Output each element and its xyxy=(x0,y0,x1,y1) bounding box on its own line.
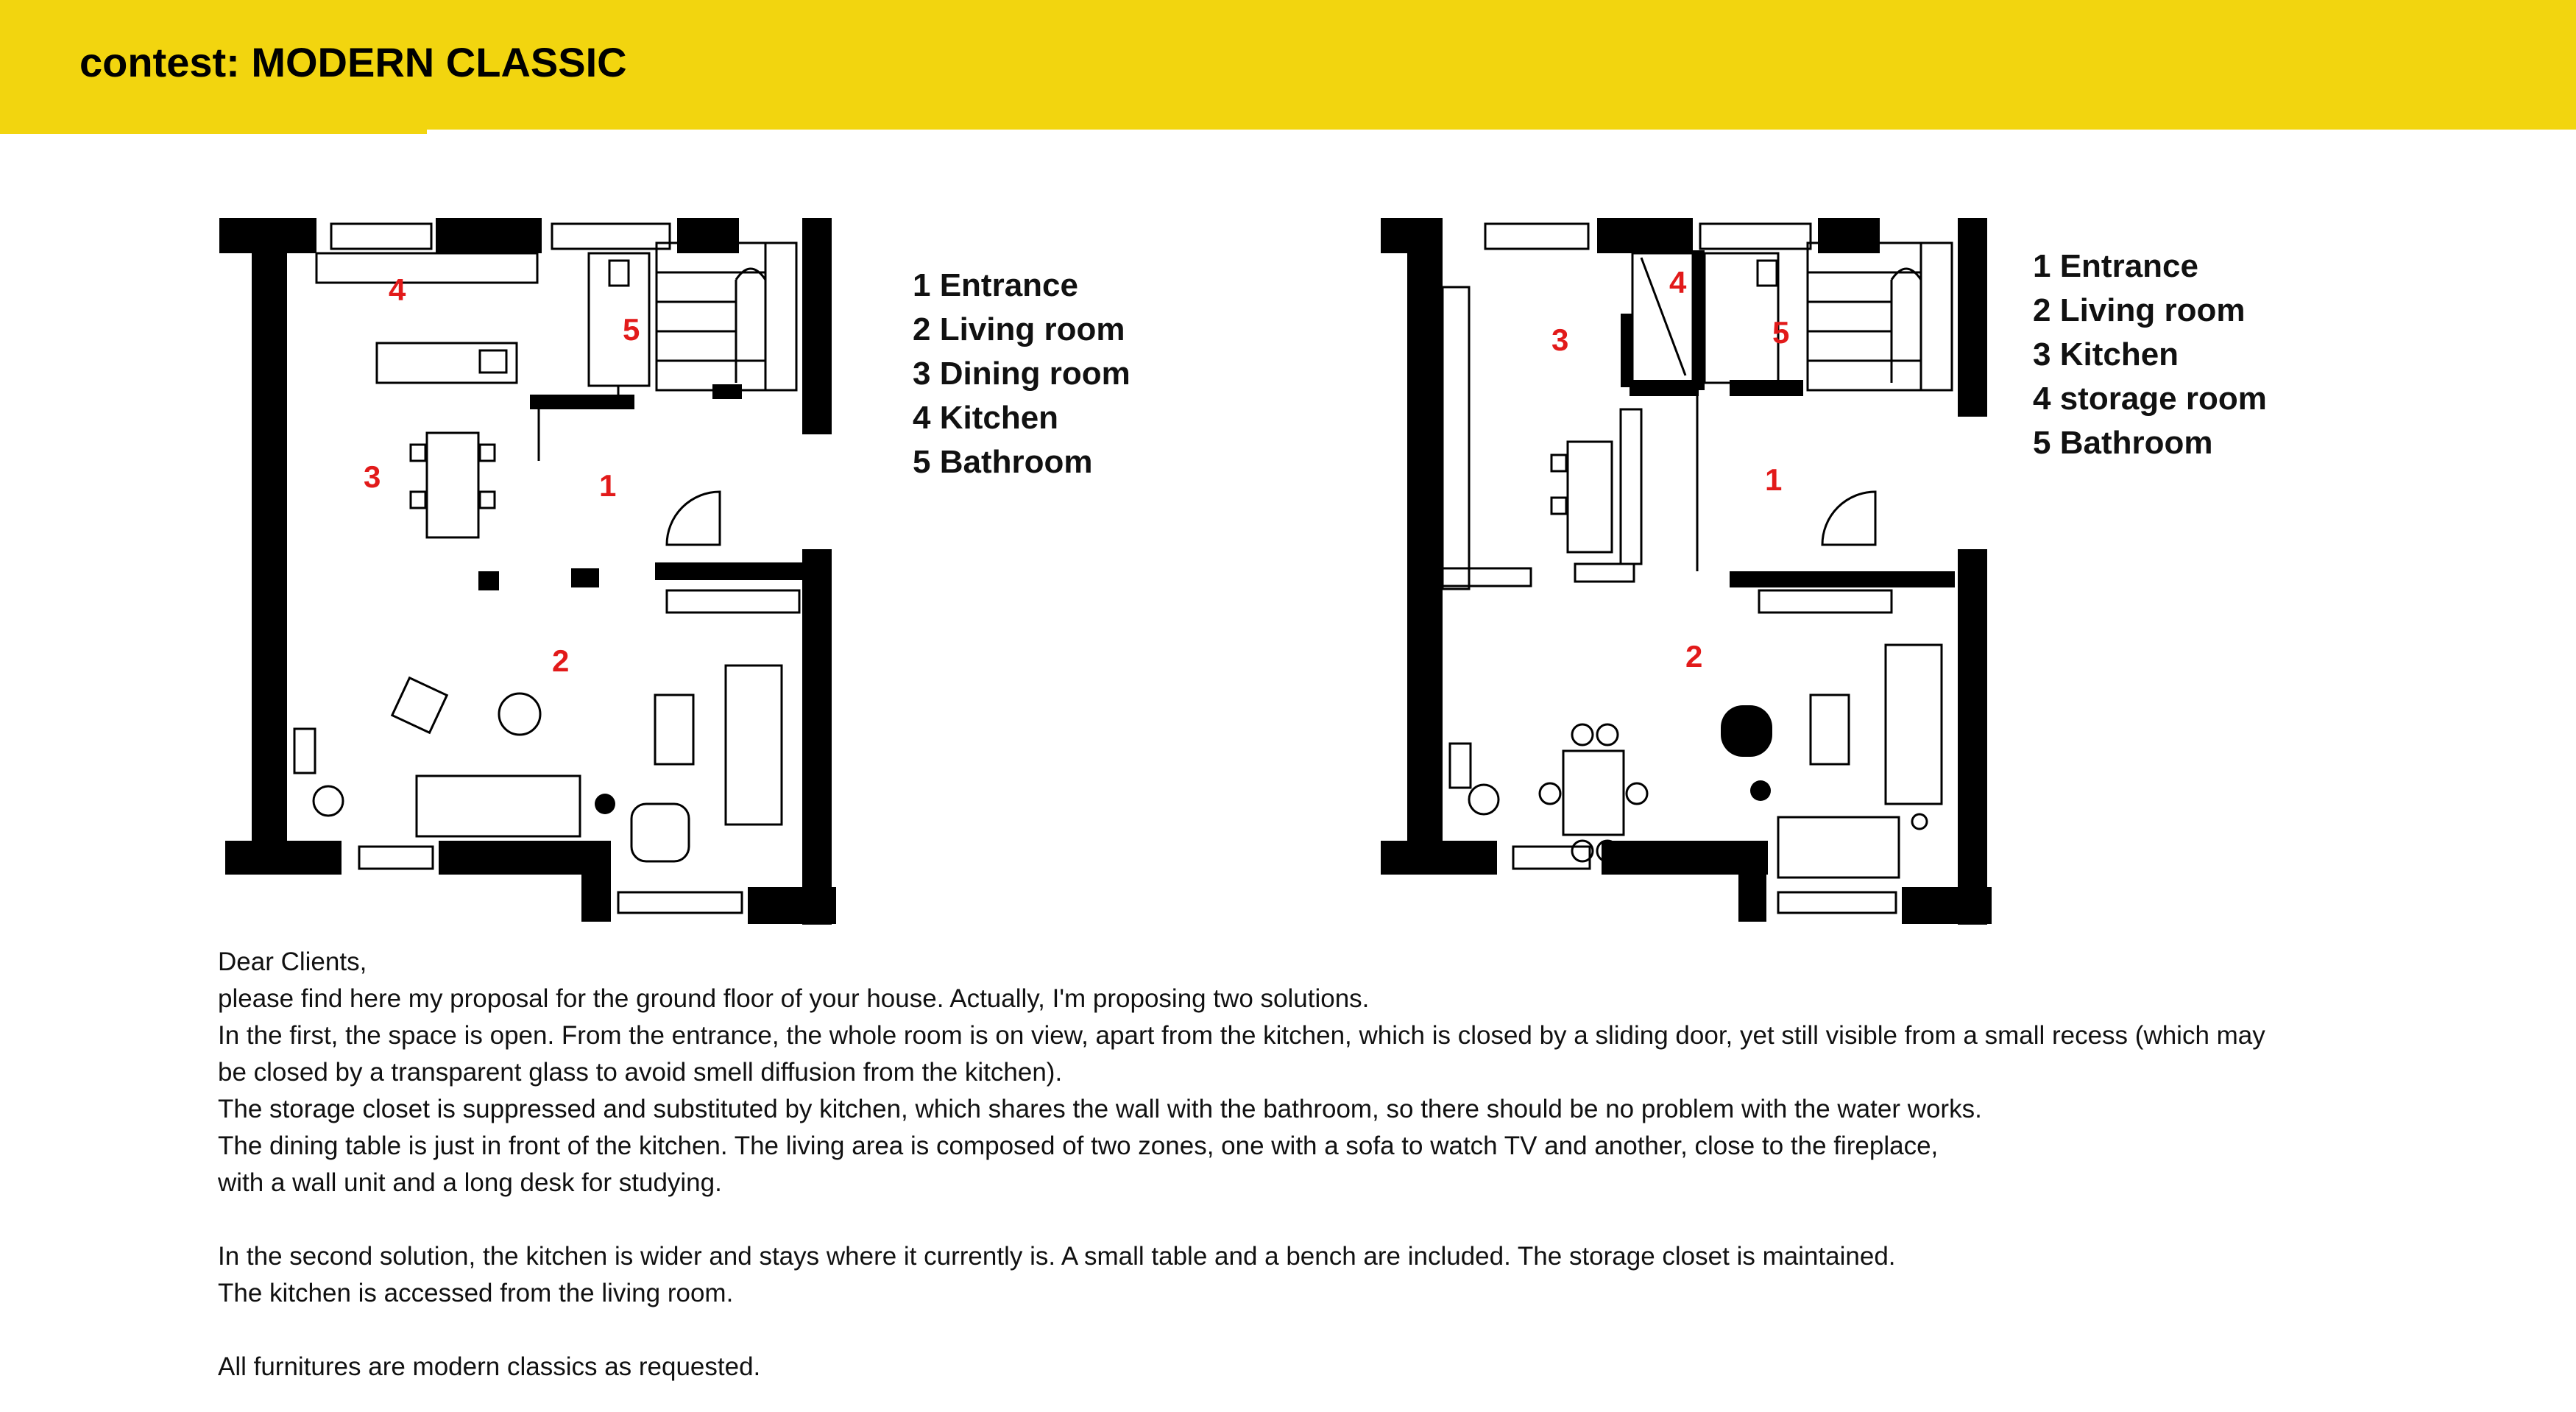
page-title: contest: MODERN CLASSIC xyxy=(79,39,627,85)
round-table xyxy=(499,693,540,735)
bathroom xyxy=(589,253,649,386)
letter-line: The kitchen is accessed from the living room. xyxy=(218,1279,734,1307)
entrance-door-swing xyxy=(667,492,720,545)
legend-item: 3 Dining room xyxy=(913,356,1130,392)
letter-line: The storage closet is suppressed and substituted by kitchen, which shares the wall with the bathroom, so there should be no problem with the water works. xyxy=(218,1095,1982,1123)
dining-chair xyxy=(480,445,495,461)
room-number: 2 xyxy=(552,643,570,678)
room-number: 3 xyxy=(1551,322,1569,357)
kitchen-island xyxy=(1568,442,1612,552)
fireplace-chair xyxy=(631,804,689,861)
dining-chair xyxy=(480,492,495,508)
wall-north-mid xyxy=(1597,218,1693,253)
wall-fireplace xyxy=(655,562,810,580)
wall-south-left xyxy=(1381,841,1497,875)
dining-chair xyxy=(1540,783,1560,804)
stair-box xyxy=(657,243,796,390)
wall-partition xyxy=(1693,250,1705,390)
letter-line: In the first, the space is open. From the entrance, the whole room is on view, apart from the kitchen, which is closed by a sliding door, yet still visible from a small recess (which may xyxy=(218,1021,2265,1050)
armchair xyxy=(392,678,447,733)
room-number: 5 xyxy=(623,312,640,347)
stair-curve xyxy=(1892,269,1921,383)
wall-west xyxy=(252,218,287,866)
legend-item: 2 Living room xyxy=(2033,292,2246,328)
letter-closing: All furnitures are modern classics as requested. xyxy=(218,1352,761,1381)
letter-greeting: Dear Clients, xyxy=(218,947,367,976)
room-number: 2 xyxy=(1685,639,1703,674)
room-number: 4 xyxy=(1669,265,1687,300)
wall-south-step xyxy=(581,841,611,922)
room-numbers xyxy=(1551,265,1789,674)
desk-left xyxy=(1450,744,1471,788)
window-south-1 xyxy=(359,847,433,869)
legend-item: 4 storage room xyxy=(2033,381,2267,417)
floor-lamp xyxy=(314,786,343,816)
side-table xyxy=(1750,780,1771,801)
lounge-chair xyxy=(1721,705,1772,757)
window-north-1 xyxy=(331,224,431,249)
kitchen-island xyxy=(377,343,517,383)
wall-south-left xyxy=(225,841,342,875)
window-south-2 xyxy=(618,892,742,913)
wall-unit xyxy=(1759,590,1892,613)
letter-line: please find here my proposal for the ground floor of your house. Actually, I'm proposing two solutions. xyxy=(218,984,1370,1013)
window-north-2 xyxy=(552,224,670,249)
wall-unit xyxy=(667,590,799,613)
wall-south-step xyxy=(1738,841,1766,922)
sofa-bottom xyxy=(1778,817,1899,878)
dining-chair xyxy=(1597,724,1618,745)
legend-item: 1 Entrance xyxy=(2033,248,2198,284)
proposal-letter xyxy=(218,944,2499,1385)
bathroom xyxy=(1705,253,1778,383)
room-number: 5 xyxy=(1772,315,1790,350)
wall-north-right xyxy=(677,218,739,253)
kitchen-counter-end xyxy=(1443,568,1531,586)
letter-line: with a wall unit and a long desk for studying. xyxy=(218,1168,722,1197)
room-number: 1 xyxy=(1765,462,1783,497)
side-table xyxy=(595,794,615,814)
dining-table xyxy=(427,433,478,537)
stair-treads xyxy=(1808,243,1921,390)
kitchen-counter-north xyxy=(316,253,537,283)
floor-lamp xyxy=(1912,814,1927,829)
letter-line: In the second solution, the kitchen is wider and stays where it currently is. A small table and a bench are included. The storage closet is maintained. xyxy=(218,1242,1896,1271)
kitchen-counter-west xyxy=(1443,287,1469,589)
floor-plan-solution-1 xyxy=(206,199,839,928)
legend-item: 5 Bathroom xyxy=(2033,425,2213,461)
bench-end xyxy=(1575,564,1634,582)
tv-stand xyxy=(1811,695,1849,764)
dining-chair xyxy=(411,492,425,508)
window-north-1 xyxy=(1485,224,1588,249)
pillar-1 xyxy=(478,571,499,590)
letter-line: The dining table is just in front of the kitchen. The living area is composed of two zones, one with a sofa to watch TV and another, close to the fireplace, xyxy=(218,1132,1939,1160)
legend-item: 5 Bathroom xyxy=(913,444,1093,480)
banner-underline xyxy=(0,130,427,134)
wall-east-upper xyxy=(1958,218,1987,417)
room-number: 4 xyxy=(389,272,406,307)
wall-east-lower xyxy=(802,549,832,925)
room-number: 3 xyxy=(364,459,381,494)
dining-chair xyxy=(1572,724,1593,745)
legend-item: 3 Kitchen xyxy=(2033,336,2179,373)
sofa-right xyxy=(726,666,782,825)
stool xyxy=(1551,455,1566,471)
entrance-door-swing xyxy=(1822,492,1875,545)
wall-north-right xyxy=(1818,218,1880,253)
stair-curve xyxy=(736,269,765,383)
letter-line: be closed by a transparent glass to avoid smell diffusion from the kitchen). xyxy=(218,1058,1063,1087)
room-number: 1 xyxy=(599,468,617,503)
pillar-2 xyxy=(571,568,599,587)
wall-north-mid xyxy=(436,218,542,253)
window-south-2 xyxy=(1778,892,1896,913)
sofa-bottom xyxy=(417,776,580,836)
legend-item: 4 Kitchen xyxy=(913,400,1059,436)
kitchen-sink xyxy=(480,350,506,373)
legend-item: 1 Entrance xyxy=(913,267,1078,303)
wall-east-lower xyxy=(1958,549,1987,925)
floor-plan-solution-2 xyxy=(1362,199,1995,928)
desk-left xyxy=(294,729,315,773)
tv-stand xyxy=(655,695,693,764)
stair-box xyxy=(1808,243,1952,390)
wall-stair-south xyxy=(712,384,742,399)
room-numbers xyxy=(364,272,640,678)
sofa-right xyxy=(1886,645,1942,804)
dining-chair xyxy=(411,445,425,461)
stair-treads xyxy=(657,243,765,390)
floor-lamp xyxy=(1469,785,1498,814)
legend-solution-2 xyxy=(2033,244,2267,465)
wall-fireplace xyxy=(1730,571,1955,587)
bench xyxy=(1621,409,1641,564)
legend-item: 2 Living room xyxy=(913,311,1125,347)
wall-east-upper xyxy=(802,218,832,434)
window-south-1 xyxy=(1513,847,1590,869)
legend-solution-1 xyxy=(913,264,1130,484)
wall-storage-west xyxy=(1621,314,1632,387)
stool xyxy=(1551,498,1566,514)
toilet xyxy=(609,261,629,286)
wall-west xyxy=(1407,218,1443,866)
window-north-2 xyxy=(1700,224,1811,249)
dining-chair xyxy=(1627,783,1647,804)
toilet xyxy=(1758,261,1777,286)
dining-table xyxy=(1563,751,1624,835)
